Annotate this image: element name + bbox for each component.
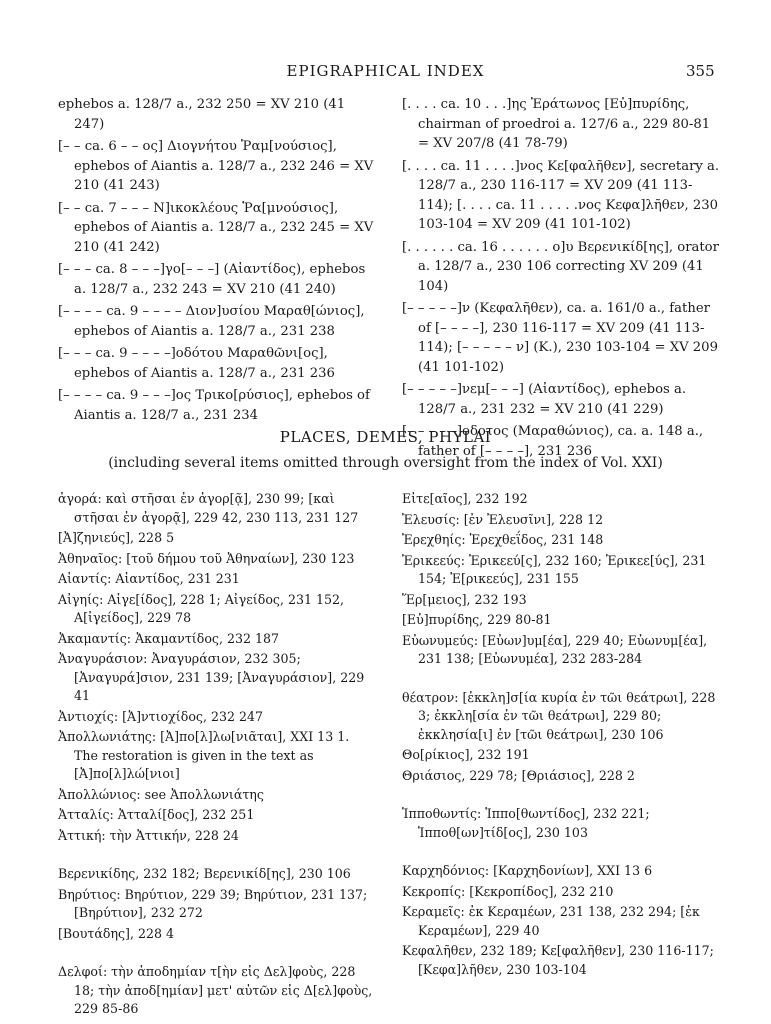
- index-entry: Κεραμεῖς: ἐκ Κεραμέων, 231 138, 232 294; [ἐκ Κεραμέων], 229 40: [402, 904, 700, 938]
- index-entry: Ἀναγυράσιον: Ἀναγυράσιον, 232 305; [Ἀναγυρά]σιον, 231 139; [Ἀναγυράσιον], 229 41: [58, 651, 365, 703]
- index-entry: Ἀντιοχίς: [Ἀ]ντιοχίδος, 232 247: [58, 708, 264, 724]
- section-subtitle: (including several items omitted through oversight from the index of Vol. XXI): [108, 455, 663, 471]
- index-entry: ephebos a. 128/7 a., 232 250 = XV 210 (41 247): [58, 97, 346, 132]
- index-entry: Ἱπποθωντίς: Ἱππο[θωντίδος], 232 221; Ἱπποθ[ων]τίδ[ος], 230 103: [402, 806, 650, 840]
- index-entry: [. . . . ca. 10 . . .]ης Ἐράτωνος [Εὐ]πυρίδης, chairman of proedroi a. 127/6 a., 229 80-81 = XV 207/8 (41 78-79): [402, 97, 711, 151]
- section-title: PLACES, DEMES, PHYLAI: [279, 428, 492, 446]
- index-entry: [– – ca. 6 – – ος] Διογνήτου Ῥαμ[νούσιος], ephebos of Aiantis a. 128/7 a., 232 246 = XV 210 (41 243): [58, 139, 374, 193]
- index-entry: Κεφαλῆθεν, 232 189; Κε[φαλῆθεν], 230 116-117; [Κεφα]λῆθεν, 230 103-104: [402, 943, 714, 977]
- index-entry: [– – – – –]νεμ[– – –] (Αἰαντίδος), ephebos a. 128/7 a., 231 232 = XV 210 (41 229): [402, 382, 687, 417]
- top-left-column: [58, 95, 376, 428]
- index-entry: Εὐωνυμεύς: [Εὐων]υμ[έα], 229 40; Εὐωνυμ[έα], 231 138; [Εὐωνυμέα], 232 283-284: [402, 632, 708, 666]
- index-entry: [. . . . ca. 11 . . . .]νος Κε[φαλῆθεν], secretary a. 128/7 a., 230 116-117 = XV 209 (41 113-114); [. . . . ca. 11 . . . . .νος Κεφα]λῆθεν, 230 103-104 = XV 209 (41 101-102): [402, 158, 720, 232]
- running-header-title: EPIGRAPHICAL INDEX: [286, 62, 485, 80]
- index-entry: [. . . . . . ca. 16 . . . . . . ο]υ Βερενικίδ[ης], orator a. 128/7 a., 230 106 correcting XV 209 (41 104): [402, 239, 719, 294]
- page-number: 355: [686, 62, 715, 80]
- index-entry: Εἰτε[αῖος], 232 192: [402, 491, 528, 506]
- index-entry: [– – – – –]ν (Κεφαλῆθεν), ca. a. 161/0 a., father of [– – – –], 230 116-117 = XV 209 (41 113-114); [– – – – – ν] (K.), 230 103-104 = XV 209 (41 101-102): [402, 301, 718, 375]
- spacer: [58, 847, 376, 865]
- index-entry: Δελφοί: τὴν ἀποδημίαν τ[ὴν εἰς Δελ]φοὺς, 228 18; τὴν ἀποδ[ημίαν] μετ' αὐτῶν εἰς Δ[ελ]φοὺς, 229 85-86: [58, 964, 373, 1016]
- index-entry: Ἐρικεεύς: Ἐρικεεύ[ς], 232 160; Ἐρικεε[ύς], 231 154; Ἐ[ρικεεύς], 231 155: [402, 552, 707, 586]
- index-entry: [– – ca. 7 – – – Ν]ικοκλέους Ῥα[μνούσιος], ephebos of Aiantis a. 128/7 a., 232 245 = XV 210 (41 242): [58, 200, 374, 255]
- index-entry: [Βουτάδης], 228 4: [58, 925, 175, 941]
- index-entry: [– – – – ca. 9 – – –]ος Τρικο[ρύσιος], ephebos of Aiantis a. 128/7 a., 231 234: [58, 388, 370, 423]
- index-entry: [– – – ca. 9 – – – –]οδότου Μαραθῶνι[ος], ephebos of Aiantis a. 128/7 a., 231 236: [58, 346, 335, 381]
- index-entry: Καρχηδόνιος: [Καρχηδονίων], XXI 13 6: [402, 863, 653, 878]
- places-right-column: [402, 490, 724, 981]
- spacer: [402, 671, 724, 689]
- index-entry: Κεκροπίς: [Κεκροπίδος], 232 210: [402, 883, 614, 899]
- index-entry: Βερενικίδης, 232 182; Βερενικίδ[ης], 230 106: [58, 866, 351, 881]
- index-entry: [– – – – –]οδοτος (Μαραθώνιος), ca. a. 148 a., father of [– – – –], 231 236: [402, 424, 704, 459]
- index-entry: [– – – – ca. 9 – – – – Διον]υσίου Μαραθ[ώνιος], ephebos of Aiantis a. 128/7 a., 231 238: [58, 304, 365, 339]
- index-entry: [Ἀ]ζηνιεύς], 228 5: [58, 530, 175, 545]
- index-entry: [– – – ca. 8 – – –]γο[– – –] (Αἰαντίδος), ephebos a. 128/7 a., 232 243 = XV 210 (41 240): [58, 262, 366, 297]
- index-entry: Ἀπολλωνιάτης: [Ἀ]πο[λ]λω[νιᾶται], XXI 13 1. The restoration is given in the text as [Ἀ]πο[λ]λώ[νιοι]: [58, 729, 350, 781]
- index-entry: Αἰγηίς: Αἰγε[ίδος], 228 1; Αἰγείδος, 231 152, Α[ἰγείδος], 229 78: [58, 591, 345, 625]
- places-left-column: [58, 490, 376, 1021]
- index-entry: Ἀττική: τὴν Ἀττικήν, 228 24: [58, 827, 239, 843]
- spacer: [402, 844, 724, 862]
- spacer: [58, 945, 376, 963]
- index-entry: Βηρύτιος: Βηρύτιον, 229 39; Βηρύτιον, 231 137; [Βηρύτιον], 232 272: [58, 886, 368, 920]
- index-entry: Ἀπολλώνιος: see Ἀπολλωνιάτης: [58, 786, 264, 802]
- index-entry: Θριάσιος, 229 78; [Θριάσιος], 228 2: [402, 767, 635, 783]
- index-entry: Ἀτταλίς: Ἀτταλί[δος], 232 251: [58, 807, 255, 822]
- index-entry: Ἀθηναῖος: [τοῦ δήμου τοῦ Ἀθηναίων], 230 123: [58, 550, 355, 566]
- index-entry: ἀγορά: καὶ στῆσαι ἐν ἀγορ[ᾷ], 230 99; [καὶ στῆσαι ἐν ἀγορᾷ], 229 42, 230 113, 231 127: [58, 491, 359, 525]
- index-entry: [Εὐ]πυρίδης, 229 80-81: [402, 612, 552, 627]
- index-entry: Ἀκαμαντίς: Ἀκαμαντίδος, 232 187: [58, 630, 280, 646]
- index-entry: Ἕρ[μειος], 232 193: [402, 591, 527, 607]
- index-entry: Ἐλευσίς: [ἐν Ἐλευσῖνι], 228 12: [402, 511, 604, 527]
- index-entry: Θο[ρίκιος], 232 191: [402, 747, 530, 762]
- index-entry: Ἐρεχθηίς: Ἐρεχθεΐδος, 231 148: [402, 532, 604, 547]
- index-entry: θέατρον: [ἐκκλη]σ[ία κυρία ἐν τῶι θεάτρωι], 228 3; ἐκκλη[σία ἐν τῶι θεάτρωι], 229 80; ἐκκλησία[ι] ἐν [τῶι θεάτρωι], 230 106: [402, 689, 716, 742]
- top-right-column: [402, 95, 724, 464]
- spacer: [402, 787, 724, 805]
- index-entry: Αἰαντίς: Αἰαντίδος, 231 231: [58, 571, 240, 586]
